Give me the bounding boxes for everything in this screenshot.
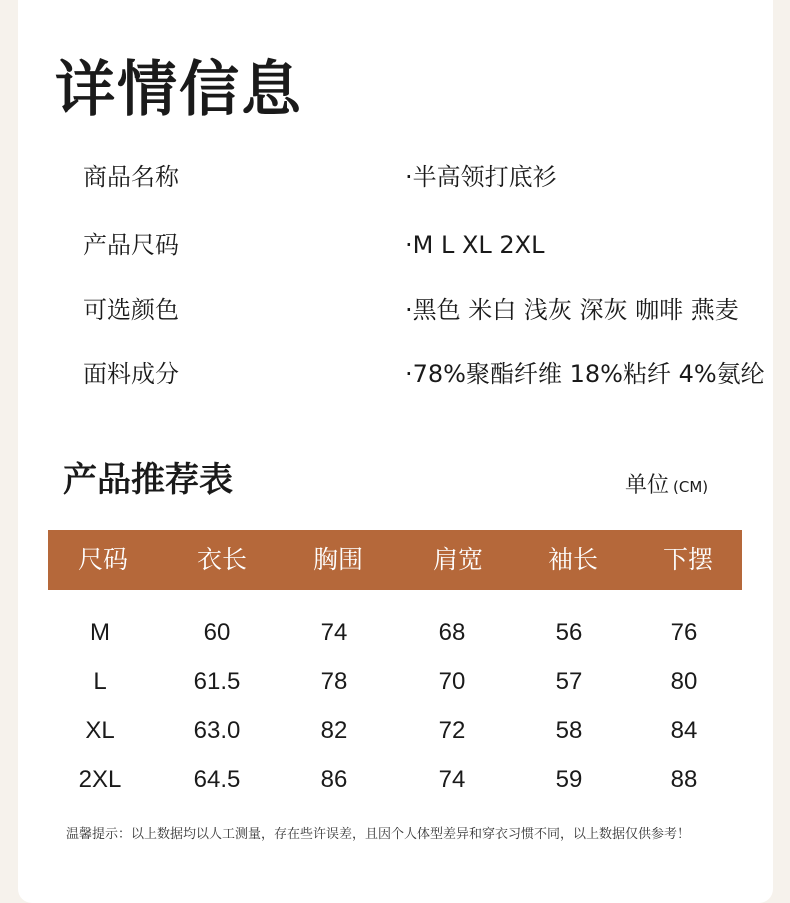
- detail-row-size: [0, 225, 790, 265]
- table-cell: 61.5: [193, 668, 241, 695]
- unit-label: [625, 472, 708, 501]
- table-cell: M: [90, 619, 110, 646]
- table-cell: L: [93, 668, 107, 695]
- table-cell: 56: [555, 619, 583, 646]
- size-section-title: 产品推荐表: [63, 460, 233, 500]
- table-cell: 74: [320, 619, 348, 646]
- column-header-sleeve: 袖长: [547, 545, 598, 574]
- table-cell: 88: [670, 766, 698, 793]
- column-header-size: 尺码: [77, 545, 128, 574]
- table-cell: 80: [670, 668, 698, 695]
- unit-value: (CM): [673, 478, 709, 496]
- table-row: [0, 711, 790, 751]
- column-header-length: 衣长: [196, 545, 247, 574]
- table-cell: 2XL: [78, 766, 122, 793]
- column-header-shoulder: 肩宽: [432, 545, 483, 574]
- detail-row-color: [0, 290, 790, 330]
- table-cell: 64.5: [193, 766, 241, 793]
- detail-row-name: [0, 157, 790, 197]
- page-title: 详情信息: [55, 55, 303, 125]
- detail-label: 可选颜色: [83, 296, 179, 324]
- table-row: [0, 760, 790, 800]
- size-table-header: [48, 530, 742, 590]
- detail-label: 面料成分: [83, 360, 179, 388]
- table-cell: 58: [555, 717, 583, 744]
- table-cell: 84: [670, 717, 698, 744]
- table-cell: 72: [438, 717, 466, 744]
- table-cell: 59: [555, 766, 583, 793]
- table-cell: 57: [555, 668, 583, 695]
- table-cell: 60: [203, 619, 231, 646]
- table-cell: 70: [438, 668, 466, 695]
- table-row: [0, 662, 790, 702]
- detail-label: 产品尺码: [83, 231, 179, 259]
- unit-text: 单位: [625, 473, 670, 498]
- table-cell: 82: [320, 717, 348, 744]
- table-cell: XL: [85, 717, 115, 744]
- table-cell: 78: [320, 668, 348, 695]
- detail-value: ·半高领打底衫: [405, 163, 557, 191]
- detail-label: 商品名称: [83, 163, 179, 191]
- column-header-hem: 下摆: [662, 545, 713, 574]
- detail-value: ·M L XL 2XL: [405, 231, 545, 259]
- measurement-note: 温馨提示：以上数据均以人工测量，存在些许误差，且因个人体型差异和穿衣习惯不同，以上数据仅供参考！: [66, 827, 691, 842]
- table-cell: 76: [670, 619, 698, 646]
- column-header-chest: 胸围: [312, 545, 363, 574]
- table-row: [0, 613, 790, 653]
- table-cell: 74: [438, 766, 466, 793]
- table-cell: 63.0: [193, 717, 241, 744]
- detail-value: ·78%聚酯纤维 18%粘纤 4%氨纶: [405, 360, 765, 388]
- detail-value: ·黑色 米白 浅灰 深灰 咖啡 燕麦: [405, 296, 739, 324]
- table-cell: 86: [320, 766, 348, 793]
- table-cell: 68: [438, 619, 466, 646]
- detail-row-fabric: [0, 354, 790, 394]
